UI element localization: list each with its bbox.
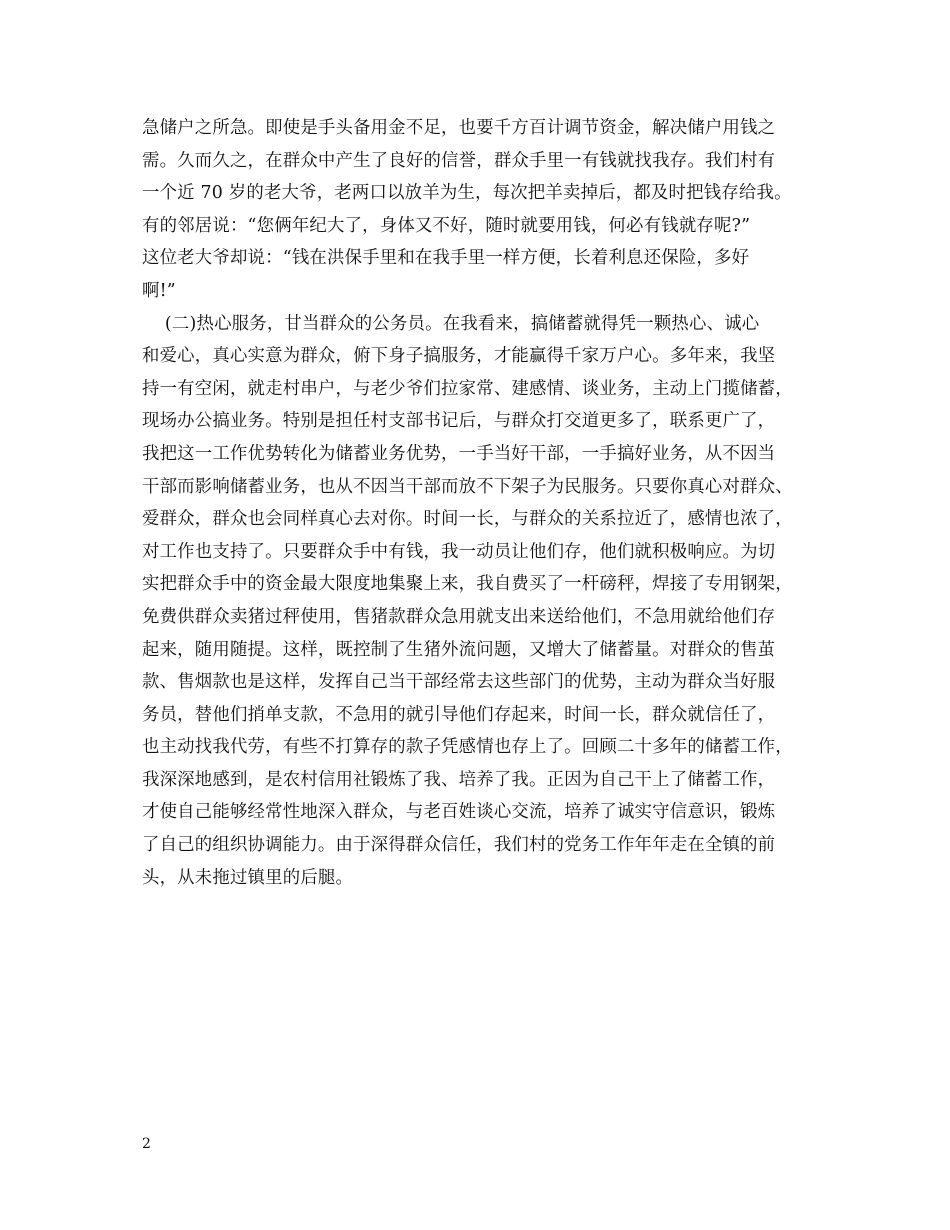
text-line: 这位老大爷却说：“钱在洪保手里和在我手里一样方便，长着利息还保险，多好: [142, 248, 750, 269]
text-line: 有的邻居说：“您俩年纪大了，身体又不好，随时就要用钱，何必有钱就存呢?”: [142, 215, 751, 236]
body-text: [142, 112, 832, 894]
text-line: 对工作也支持了。只要群众手中有钱，我一动员让他们存，他们就积极响应。为切: [142, 541, 776, 562]
text-line: 现场办公搞业务。特别是担任村支部书记后，与群众打交道更多了，联系更广了，: [142, 411, 776, 432]
page-number: 2: [142, 1136, 151, 1152]
text-line: 和爱心，真心实意为群众，俯下身子搞服务，才能赢得千家万户心。多年来，我坚: [142, 346, 776, 367]
text-line: 款、售烟款也是这样，发挥自己当干部经常去这些部门的优势，主动为群众当好服: [142, 672, 776, 693]
text-line: 务员，替他们捎单支款，不急用的就引导他们存起来，时间一长，群众就信任了，: [142, 704, 776, 725]
text-line: 头，从未拖过镇里的后腿。: [142, 867, 354, 888]
text-line: 持一有空闲，就走村串户，与老少爷们拉家常、建感情、谈业务，主动上门揽储蓄，: [142, 378, 793, 399]
text-line: 实把群众手中的资金最大限度地集聚上来，我自费买了一杆磅秤，焊接了专用钢架，: [142, 574, 793, 595]
text-line: 爱群众，群众也会同样真心去对你。时间一长，与群众的关系拉近了，感情也浓了，: [142, 509, 793, 530]
text-line: 需。久而久之，在群众中产生了良好的信誉，群众手里一有钱就找我存。我们村有: [142, 150, 776, 171]
text-line: 也主动找我代劳，有些不打算存的款子凭感情也存上了。回顾二十多年的储蓄工作，: [142, 737, 793, 758]
text-line: 啊!”: [142, 280, 176, 301]
text-line: 免费供群众卖猪过秤使用，售猪款群众急用就支出来送给他们，不急用就给他们存: [142, 606, 776, 627]
text-line: 我深深地感到，是农村信用社锻炼了我、培养了我。正因为自己干上了储蓄工作，: [142, 769, 776, 790]
text-line: 了自己的组织协调能力。由于深得群众信任，我们村的党务工作年年走在全镇的前: [142, 835, 776, 856]
text-line: 干部而影响储蓄业务，也从不因当干部而放不下架子为民服务。只要你真心对群众、: [142, 476, 793, 497]
text-line: (二)热心服务，甘当群众的公务员。在我看来，搞储蓄就得凭一颗热心、诚心: [142, 313, 760, 334]
text-line: 起来，随用随提。这样，既控制了生猪外流问题，又增大了储蓄量。对群众的售茧: [142, 639, 776, 660]
text-line: 急储户之所急。即使是手头备用金不足，也要千方百计调节资金，解决储户用钱之: [142, 118, 776, 138]
text-line: 一个近 70 岁的老大爷，老两口以放羊为生，每次把羊卖掉后，都及时把钱存给我。: [142, 183, 792, 204]
text-line: 才使自己能够经常性地深入群众，与老百姓谈心交流，培养了诚实守信意识，锻炼: [142, 802, 776, 823]
text-line: 我把这一工作优势转化为储蓄业务优势，一手当好干部，一手搞好业务，从不因当: [142, 443, 776, 464]
